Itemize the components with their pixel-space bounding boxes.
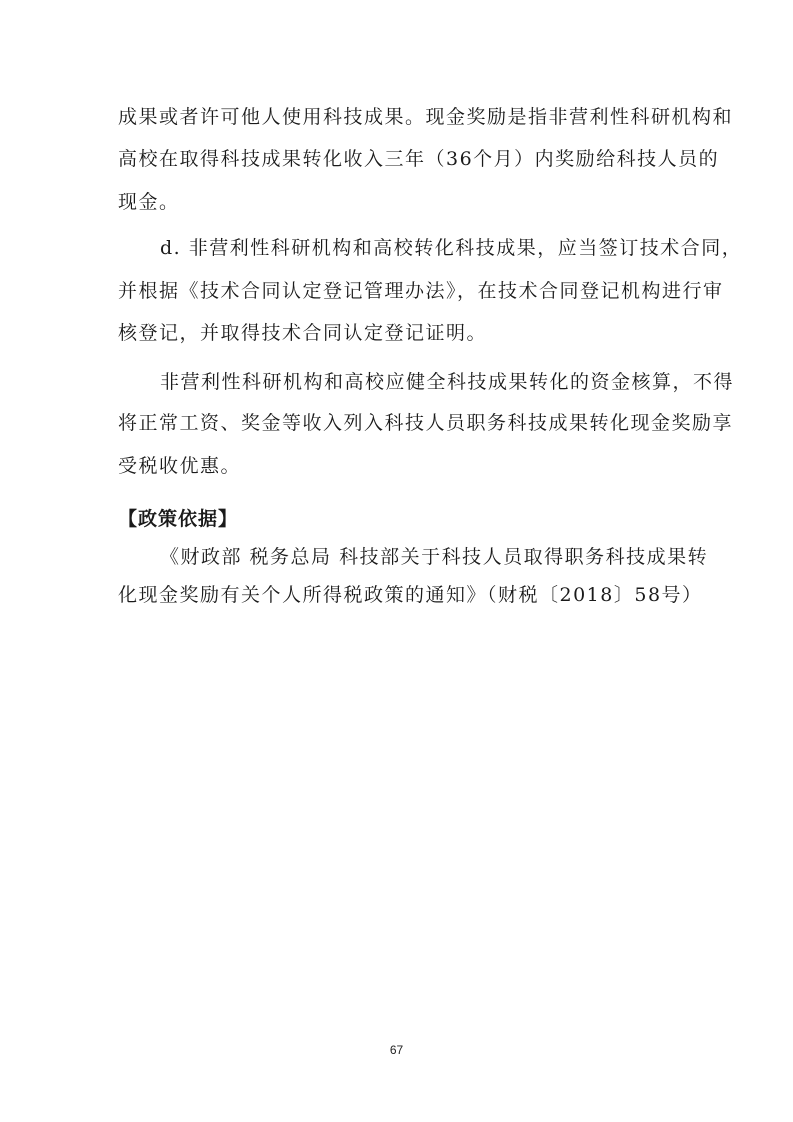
paragraph-2-line-2: 并根据《技术合同认定登记管理办法》，在技术合同登记机构进行审 <box>118 280 724 302</box>
policy-basis-heading: 【政策依据】 <box>118 508 239 530</box>
policy-basis-line-2: 化现金奖励有关个人所得税政策的通知》（财税〔2018〕58号） <box>118 584 703 606</box>
paragraph-2-line-1: d. 非营利性科研机构和高校转化科技成果，应当签订技术合同， <box>160 237 743 259</box>
page-number: 67 <box>389 1043 404 1057</box>
paragraph-2-line-3: 核登记，并取得技术合同认定登记证明。 <box>118 322 488 344</box>
paragraph-3-line-1: 非营利性科研机构和高校应健全科技成果转化的资金核算，不得 <box>160 371 735 393</box>
policy-basis-line-1: 《财政部 税务总局 科技部关于科技人员取得职务科技成果转 <box>160 546 709 568</box>
paragraph-3-line-3: 受税收优惠。 <box>118 455 242 477</box>
paragraph-3-line-2: 将正常工资、奖金等收入列入科技人员职务科技成果转化现金奖励享 <box>118 412 734 434</box>
paragraph-1-line-2: 高校在取得科技成果转化收入三年（36个月）内奖励给科技人员的 <box>118 148 720 170</box>
paragraph-1-line-3: 现金。 <box>118 191 180 213</box>
paragraph-1-line-1: 成果或者许可他人使用科技成果。现金奖励是指非营利性科研机构和 <box>118 106 734 128</box>
